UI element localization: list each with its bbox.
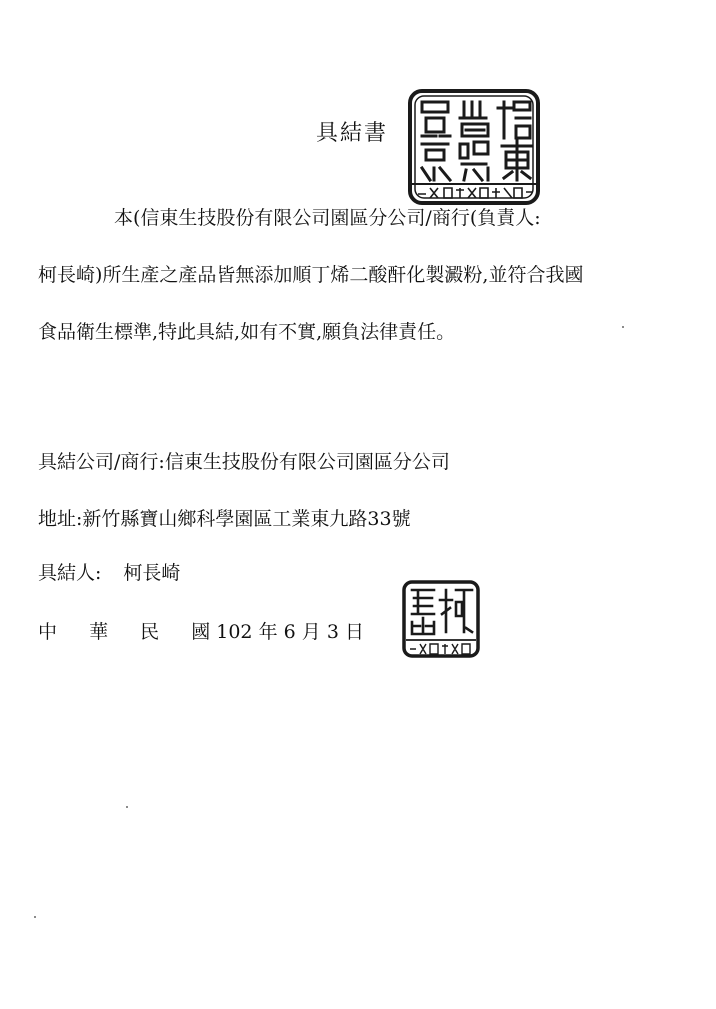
signer-seal-stamp	[400, 578, 482, 660]
address-label: 地址:	[38, 508, 83, 530]
address-field	[38, 504, 411, 531]
document-title: 具結書	[316, 121, 389, 146]
date-year: 102	[216, 621, 253, 643]
date-month: 6	[283, 621, 296, 643]
date-day: 3	[326, 621, 339, 643]
date-era-4: 國	[191, 621, 211, 643]
company-label: 具結公司/商行:	[38, 451, 165, 473]
body-line-3: 食品衛生標準,特此具結,如有不實,願負法律責任。	[38, 321, 456, 343]
address-value: 新竹縣寶山鄉科學園區工業東九路33號	[82, 508, 411, 530]
date-line	[38, 617, 364, 644]
company-value: 信東生技股份有限公司園區分公司	[164, 451, 450, 473]
scan-speck	[34, 916, 36, 918]
company-field	[38, 447, 450, 474]
scan-speck	[622, 326, 624, 328]
date-year-unit: 年	[258, 621, 278, 643]
date-era-1: 中	[38, 621, 58, 643]
date-era-3: 民	[140, 621, 160, 643]
signer-field	[38, 558, 180, 585]
signer-value: 柯長崎	[123, 562, 181, 584]
signer-label: 具結人:	[38, 562, 102, 584]
declaration-body	[38, 190, 678, 361]
scan-speck	[126, 806, 128, 808]
body-line-2: 柯長崎)所生產之產品皆無添加順丁烯二酸酐化製澱粉,並符合我國	[38, 264, 584, 286]
date-day-unit: 日	[344, 621, 364, 643]
date-month-unit: 月	[301, 621, 321, 643]
date-era-2: 華	[89, 621, 109, 643]
company-seal-stamp	[404, 88, 544, 210]
body-line-1: 本(信東生技股份有限公司園區分公司/商行(負責人:	[114, 207, 541, 229]
